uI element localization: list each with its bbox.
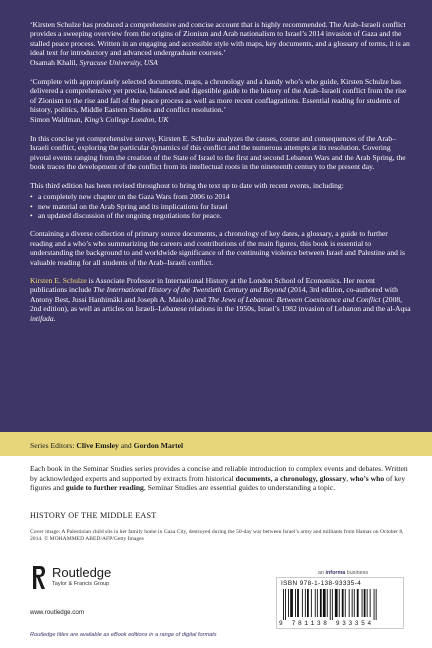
review-attribution-1 xyxy=(30,58,412,67)
list-item: • an updated discussion of the ongoing negotiations for peace. xyxy=(30,211,412,220)
publisher-logo xyxy=(30,563,150,597)
business-prefix: an xyxy=(318,570,326,576)
routledge-r-icon xyxy=(30,563,48,591)
series-blurb xyxy=(30,464,410,493)
review-quote-1: ‘Kirsten Schulze has produced a comprehensive and concise account that is highly recommended. The Arab–Israeli conflict provides a sweeping overview from the origins of Zionism and Arab nationalism to Israel’s 2014 invasion of Gaza and the stalled peace process. Written in an engaging and accessible style with maps, key documents, and a glossary of terms, it is an ideal text for introductory and advanced undergraduate courses.’ xyxy=(30,20,410,58)
series-blurb-text: Each book in the Seminar Studies series provides a concise and reliable introduction to complex events and debates. Written by acknowledged experts and supported by extracts from historical xyxy=(30,464,408,483)
series-blurb-emphasis: who’s who xyxy=(350,473,385,483)
review-quote-2: ‘Complete with appropriately selected documents, maps, a chronology and a handy who’s who guide, Kirsten Schulze has delivered a comprehensive yet precise, balanced and digestible guide to the history of the Arab–Israeli conflict from the rise of Zionism to the rise and fall of the peace process as well as more recent conflagrations. Essential reading for students of history, politics, Middle Eastern Studies and conflict resolution.’ xyxy=(30,77,407,115)
series-editors-label: Series Editors: xyxy=(30,441,77,450)
author-book-title-2: The Jews of Lebanon: Between Coexistence and Conflict xyxy=(207,294,381,304)
list-item: • a completely new chapter on the Gaza Wars from 2006 to 2014 xyxy=(30,192,412,201)
barcode-digits: 9 781138 933354 xyxy=(279,620,374,627)
list-item: • new material on the Arab Spring and its implications for Israel xyxy=(30,202,412,211)
description-paragraph-1: In this concise yet comprehensive survey, Kirsten E. Schulze analyzes the causes, course and consequences of the Arab–Israeli conflict, exploring the particular dynamics of this conflict and the numerous attempts at its resolution. Covering pivotal events ranging from the creation of the State of Israel to the first and second Lebanon Wars and the Arab Spring, the book traces the development of the conflict from its intellectual roots in the nineteenth century to the present day. xyxy=(30,134,406,172)
series-blurb-text: , xyxy=(346,473,351,483)
informa-business-tag xyxy=(318,570,368,576)
author-bio xyxy=(30,276,412,323)
publisher-name: Routledge xyxy=(52,565,112,580)
author-book-title-1: The International History of the Twentieth Century and Beyond xyxy=(93,285,286,295)
series-blurb-text: , Seminar Studies are essential guides to understanding a topic. xyxy=(143,483,336,493)
barcode-icon xyxy=(281,589,401,621)
series-blurb-emphasis: documents, a chronology, glossary xyxy=(235,473,347,483)
publisher-group: Taylor & Francis Group xyxy=(52,581,110,587)
reviewer-name-1: Osamah Khalil, xyxy=(30,57,78,67)
isbn-barcode xyxy=(276,577,404,629)
reviewer-name-2: Simon Waldman, xyxy=(30,114,83,124)
reviewer-affiliation-2: King’s College London, UK xyxy=(84,114,169,124)
purple-panel-text xyxy=(30,20,412,332)
author-bio-text: (2008, 2nd edition), as well as articles on Israeli–Lebanese relations in the 1950s, Israel’s 1982 invasion of Lebanon and the al-Aqsa xyxy=(30,294,411,314)
bottom-section xyxy=(0,456,432,648)
informa-brand: informa xyxy=(325,570,346,576)
edition-changes-list xyxy=(30,192,412,220)
description-paragraph-2: This third edition has been revised throughout to bring the text up to date with recent events, including: xyxy=(30,180,344,190)
isbn-number: ISBN 978-1-138-93335-4 xyxy=(281,580,362,587)
series-blurb-emphasis: guide to further reading xyxy=(65,483,144,493)
series-blurb-text: of key figures and xyxy=(30,473,406,493)
author-bio-text: . xyxy=(53,313,56,323)
ebook-note: Routledge titles are available as eBook editions in a range of digital formats xyxy=(30,632,217,638)
series-editors-conjunction: and xyxy=(118,441,134,450)
business-suffix: business xyxy=(345,570,369,576)
review-attribution-2 xyxy=(30,115,412,124)
author-bio-text: is Associate Professor in International History at the London School of Economics. Her recent publications include xyxy=(30,275,376,295)
cover-image-credit: Cover image: A Palestinian child sits in her family home in Gaza City, destroyed during the 50-day war between Israel’s army and militants from Hamas on October 8, 2014. © MOHAMMED ABED/AFP/Getty Images xyxy=(30,529,404,543)
intifada-term: intifada xyxy=(30,313,54,323)
publisher-website: www.routledge.com xyxy=(30,609,84,616)
series-editor-name-1: Clive Emsley xyxy=(76,441,119,450)
author-bio-text: (2014, 3rd edition, co-authored with Antony Best, Jussi Hanhimäki and Joseph A. Maiolo) and xyxy=(30,285,398,304)
series-editors-band xyxy=(0,432,432,456)
series-editor-name-2: Gordon Martel xyxy=(133,441,184,450)
series-editors xyxy=(30,441,183,450)
author-name: Kirsten E. Schulze xyxy=(30,275,87,285)
subject-category: HISTORY OF THE MIDDLE EAST xyxy=(30,511,157,520)
reviewer-affiliation-1: Syracuse University, USA xyxy=(79,57,158,67)
description-paragraph-3: Containing a diverse collection of primary source documents, a chronology of key dates, a glossary, a guide to further reading and a who’s who summarizing the careers and contributions of the main figures, this book is essential to understanding the background to and worldwide significance of the continuing violence between Israel and Palestine and is valuable reading for all students of the Arab–Israeli conflict. xyxy=(30,229,405,267)
